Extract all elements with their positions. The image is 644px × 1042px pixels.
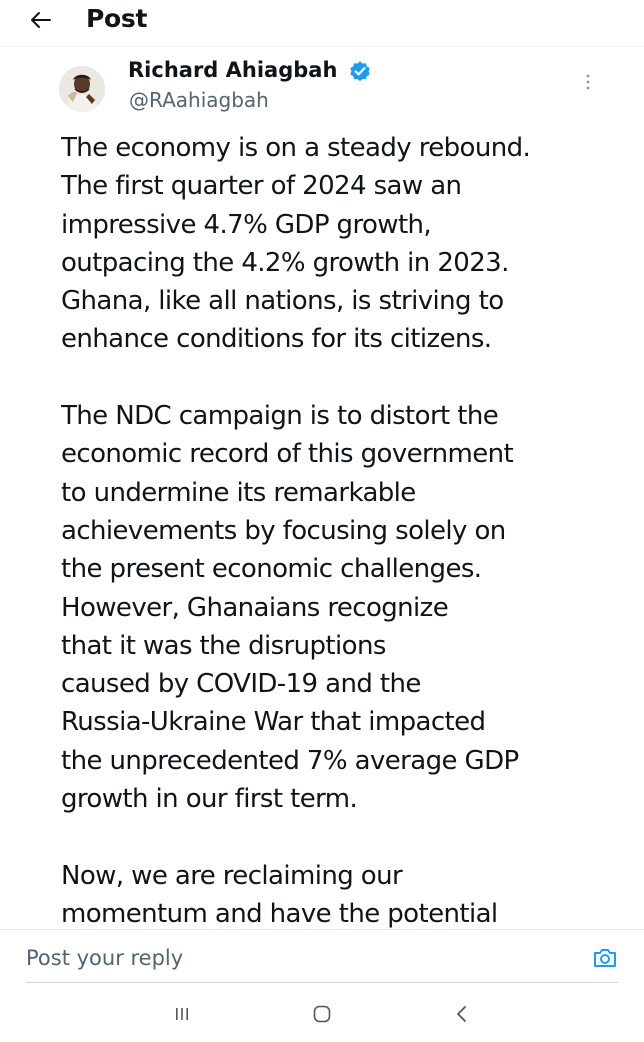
post-line: impressive 4.7% GDP growth, <box>61 209 432 240</box>
reply-input[interactable] <box>26 940 566 976</box>
post-line: achievements by focusing solely on <box>61 515 506 546</box>
back-button[interactable] <box>24 6 56 34</box>
post-line: to undermine its remarkable <box>61 477 416 508</box>
paragraph-break <box>61 818 621 856</box>
avatar[interactable] <box>59 66 105 112</box>
post-line: Ghana, like all nations, is striving to <box>61 286 504 317</box>
verified-badge-icon <box>348 59 372 83</box>
post-line: The NDC campaign is to distort the <box>61 401 499 432</box>
author-handle[interactable]: @RAahiagbah <box>129 88 269 112</box>
post-line: outpacing the 4.2% growth in 2023. <box>61 247 509 278</box>
post-line: economic record of this government <box>61 439 514 470</box>
home-icon <box>312 1004 332 1024</box>
recents-icon <box>174 1006 190 1022</box>
post-line: the unprecedented 7% average GDP <box>61 745 519 776</box>
post-line: enhance conditions for its citizens. <box>61 324 492 355</box>
system-back-button[interactable] <box>448 1002 476 1026</box>
post-line: that it was the disruptions <box>61 630 386 661</box>
camera-button[interactable] <box>592 946 618 970</box>
home-button[interactable] <box>308 1002 336 1026</box>
camera-icon <box>592 946 618 970</box>
reply-divider <box>26 982 618 983</box>
recents-button[interactable] <box>168 1002 196 1026</box>
post-text <box>61 129 621 929</box>
back-chevron-icon <box>455 1005 469 1023</box>
profile-photo <box>59 66 105 112</box>
post-line: momentum and have the potential <box>61 898 498 929</box>
page-title: Post <box>86 4 148 33</box>
post-line: Russia-Ukraine War that impacted <box>61 707 486 738</box>
more-vertical-icon <box>585 73 591 91</box>
post-line: However, Ghanaians recognize <box>61 592 449 623</box>
post-line: The economy is on a steady rebound. <box>61 133 531 163</box>
post-line: Now, we are reclaiming our <box>61 860 403 891</box>
post-line: growth in our first term. <box>61 784 358 815</box>
top-app-bar <box>0 0 644 47</box>
reply-bar <box>0 929 644 986</box>
system-nav-bar <box>0 986 644 1042</box>
post-line: caused by COVID-19 and the <box>61 669 421 700</box>
post-line: the present economic challenges. <box>61 554 482 585</box>
post-line: The first quarter of 2024 saw an <box>61 171 462 202</box>
paragraph-break <box>61 359 621 397</box>
author-name[interactable]: Richard Ahiagbah <box>128 58 338 82</box>
more-options-button[interactable] <box>578 70 598 94</box>
arrow-left-icon <box>28 10 52 30</box>
